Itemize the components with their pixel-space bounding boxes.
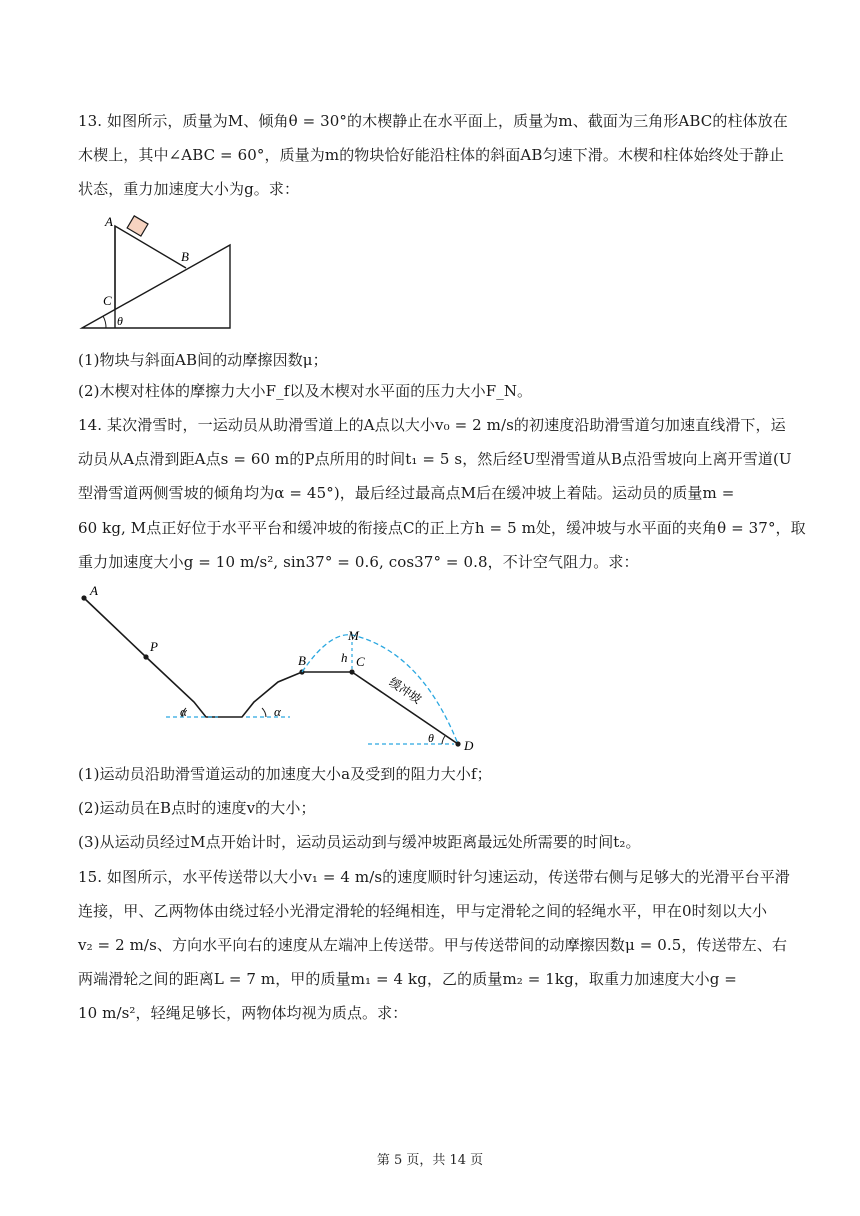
label-M: M: [348, 628, 359, 643]
q15-line-5: 10 m/s²，轻绳足够长，两物体均视为质点。求：: [78, 1004, 408, 1022]
label-B: B: [298, 653, 306, 668]
q14-line-1: 14. 某次滑雪时，一运动员从助滑雪道上的A点以大小v₀ = 2 m/s的初速度沿助滑雪道匀加速直线滑下，运: [78, 416, 786, 434]
point-D: [455, 741, 460, 746]
label-C: C: [356, 654, 365, 669]
column-shape: [115, 226, 186, 309]
label-C: C: [103, 293, 112, 308]
theta-arc: [442, 736, 445, 744]
point-P: [143, 654, 148, 659]
ski-track: [84, 598, 458, 744]
point-A: [81, 595, 86, 600]
label-B: B: [181, 249, 189, 264]
theta-arc: [103, 316, 106, 328]
page-footer: 第 5 页，共 14 页: [376, 1153, 484, 1168]
q13-sub-2: (2)木楔对柱体的摩擦力大小F_f以及木楔对水平面的压力大小F_N。: [78, 382, 533, 400]
wedge-shape: [82, 245, 230, 328]
q15-line-2: 连接，甲、乙两物体由绕过轻小光滑定滑轮的轻绳相连，甲与定滑轮之间的轻绳水平，甲在0时刻以大小: [78, 902, 768, 920]
q15-line-4: 两端滑轮之间的距离L = 7 m，甲的质量m₁ = 4 kg，乙的质量m₂ = 1kg，取重力加速度大小g =: [78, 970, 737, 988]
q14-line-5: 重力加速度大小g = 10 m/s², sin37° = 0.6, cos37° = 0.8，不计空气阻力。求：: [78, 553, 639, 571]
q14-figure: [70, 580, 490, 752]
q13-figure: [78, 212, 238, 334]
q14-sub-2: (2)运动员在B点时的速度v的大小；: [78, 799, 316, 817]
q13-sub-1: (1)物块与斜面AB间的动摩擦因数μ；: [78, 351, 328, 369]
q13-line-2: 木楔上，其中∠ABC = 60°，质量为m的物块恰好能沿柱体的斜面AB匀速下滑。木楔和柱体始终处于静止: [78, 146, 785, 164]
label-A: A: [90, 583, 98, 598]
label-P: P: [150, 639, 158, 654]
q14-line-3: 型滑雪道两侧雪坡的倾角均为α = 45°)，最后经过最高点M后在缓冲坡上着陆。运动员的质量m =: [78, 484, 735, 502]
q14-line-4: 60 kg, M点正好位于水平平台和缓冲坡的衔接点C的正上方h = 5 m处，缓冲坡与水平面的夹角θ = 37°，取: [78, 519, 806, 537]
q15-line-3: v₂ = 2 m/s、方向水平向右的速度从左端冲上传送带。甲与传送带间的动摩擦因数μ = 0.5，传送带左、右: [78, 936, 788, 954]
label-alpha-right: α: [274, 704, 281, 719]
label-h: h: [341, 650, 348, 665]
sliding-block: [127, 216, 148, 236]
label-alpha-left: α: [180, 704, 187, 719]
label-A: A: [105, 214, 113, 229]
label-D: D: [464, 738, 474, 752]
label-theta: θ: [428, 731, 434, 745]
alpha-arc-right: [262, 708, 266, 717]
q13-line-1: 13. 如图所示，质量为M、倾角θ = 30°的木楔静止在水平面上，质量为m、截面为三角形ABC的柱体放在: [78, 112, 788, 130]
q14-sub-1: (1)运动员沿助滑雪道运动的加速度大小a及受到的阻力大小f；: [78, 765, 492, 783]
q14-line-2: 动员从A点滑到距A点s = 60 m的P点所用的时间t₁ = 5 s，然后经U型滑雪道从B点沿雪坡向上离开雪道(U: [78, 450, 792, 468]
q15-line-1: 15. 如图所示，水平传送带以大小v₁ = 4 m/s的速度顺时针匀速运动，传送带右侧与足够大的光滑平台平滑: [78, 868, 790, 886]
q14-sub-3: (3)从运动员经过M点开始计时，运动员运动到与缓冲坡距离最远处所需要的时间t₂。: [78, 833, 641, 851]
label-slope: 缓冲坡: [386, 674, 425, 707]
q13-line-3: 状态，重力加速度大小为g。求：: [78, 180, 300, 198]
label-theta: θ: [117, 314, 123, 328]
